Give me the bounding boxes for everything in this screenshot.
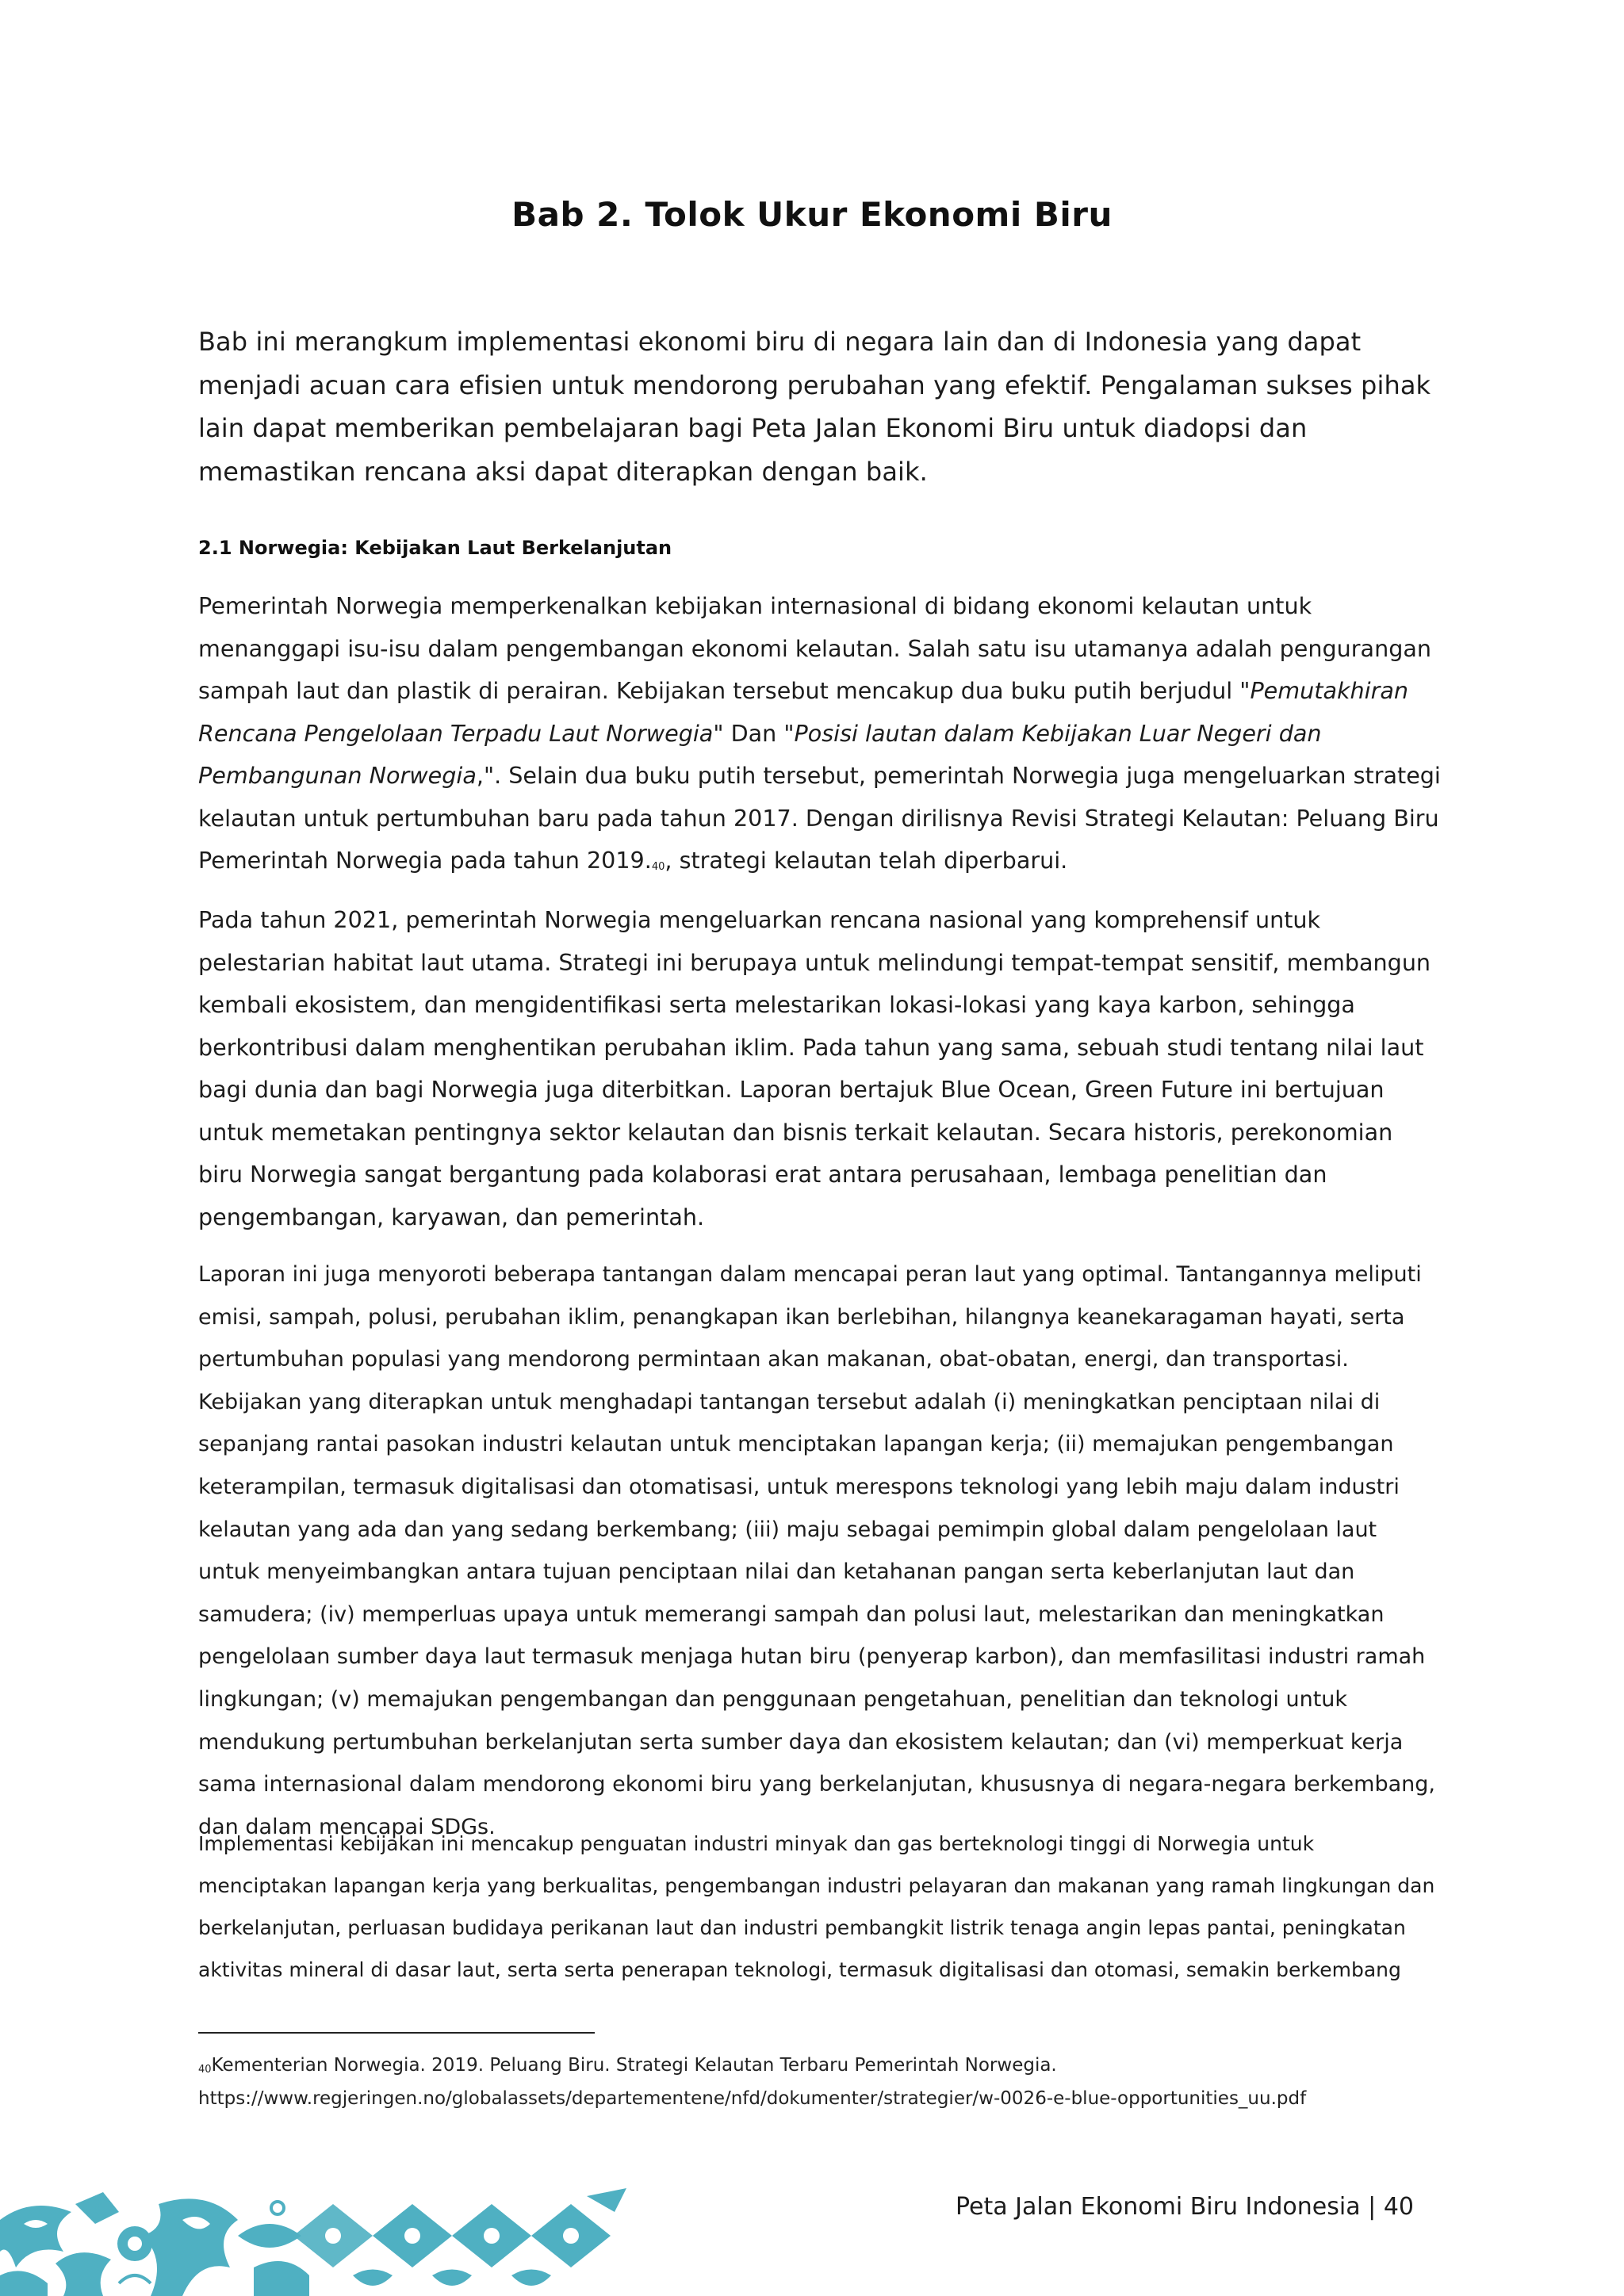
paragraph-1-text-a: Pemerintah Norwegia memperkenalkan kebijakan internasional di bidang ekonomi kelautan untuk menanggapi isu-isu dalam pengembangan ekonomi kelautan. Salah satu isu utamanya adalah pengurangan sampah laut dan plastik di perairan. Kebijakan tersebut mencakup dua buku putih berjudul " xyxy=(198,592,1431,704)
paragraph-1-italic-title-2: Posisi lautan dalam Kebijakan Luar Negeri dan Pembangunan Norwegia xyxy=(198,719,1322,789)
paragraph-1-text-c: ,". Selain dua buku putih tersebut, pemerintah Norwegia juga mengeluarkan strategi kelautan untuk pertumbuhan baru pada tahun 2017. Dengan dirilisnya Revisi Strategi Kelautan: Peluang Biru Pemerintah Norwegia pada tahun 2019. xyxy=(198,762,1441,874)
footnote-number: 40 xyxy=(198,2064,212,2076)
paragraph-1-text-d: , strategi kelautan telah diperbarui. xyxy=(665,847,1068,874)
intro-paragraph: Bab ini merangkum implementasi ekonomi biru di negara lain dan di Indonesia yang dapat menjadi acuan cara efisien untuk mendorong perubahan yang efektif. Pengalaman sukses pihak lain dapat memberikan pembelajaran bagi Peta Jalan Ekonomi Biru untuk diadopsi dan memastikan rencana aksi dapat diterapkan dengan baik. xyxy=(198,327,1431,487)
footer-doc-title: Peta Jalan Ekonomi Biru Indonesia xyxy=(955,2193,1361,2221)
paragraph-1 xyxy=(198,585,1443,887)
footnote-text[interactable]: Kementerian Norwegia. 2019. Peluang Biru. Strategi Kelautan Terbaru Pemerintah Norwegia. https://www.regjeringen.no/globalassets/departementene/nfd/dokumenter/strategier/w-0026-e-blue-opportunities_uu.pdf xyxy=(198,2055,1307,2109)
chapter-title: Bab 2. Tolok Ukur Ekonomi Biru xyxy=(511,195,1113,234)
footnote xyxy=(198,2050,1443,2114)
paragraph-1-italic-title-1: Pemutakhiran Rencana Pengelolaan Terpadu Laut Norwegia xyxy=(198,677,1409,747)
page-footer xyxy=(872,2191,1414,2223)
section-heading: 2.1 Norwegia: Kebijakan Laut Berkelanjutan xyxy=(198,537,672,559)
paragraph-1-text-b: " Dan " xyxy=(713,719,795,747)
footnote-reference[interactable]: 40 xyxy=(651,861,665,873)
page-number: 40 xyxy=(1383,2193,1414,2221)
paragraph-4: Implementasi kebijakan ini mencakup penguatan industri minyak dan gas berteknologi tinggi di Norwegia untuk menciptakan lapangan kerja yang berkualitas, pengembangan industri pelayaran dan makanan yang ramah lingkungan dan berkelanjutan, perluasan budidaya perikanan laut dan industri pembangkit listrik tenaga angin lepas pantai, peningkatan aktivitas mineral di dasar laut, serta serta penerapan teknologi, termasuk digitalisasi dan otomasi, semakin berkembang xyxy=(198,1832,1435,1981)
batik-ornament-icon xyxy=(0,2188,626,2296)
footer-separator: | xyxy=(1368,2193,1377,2221)
paragraph-2: Pada tahun 2021, pemerintah Norwegia mengeluarkan rencana nasional yang komprehensif untuk pelestarian habitat laut utama. Strategi ini berupaya untuk melindungi tempat-tempat sensitif, membangun kembali ekosistem, dan mengidentifikasi serta melestarikan lokasi-lokasi yang kaya karbon, sehingga berkontribusi dalam menghentikan perubahan iklim. Pada tahun yang sama, sebuah studi tentang nilai laut bagi dunia dan bagi Norwegia juga diterbitkan. Laporan bertajuk Blue Ocean, Green Future ini bertujuan untuk memetakan pentingnya sektor kelautan dan bisnis terkait kelautan. Secara historis, perekonomian biru Norwegia sangat bergantung pada kolaborasi erat antara perusahaan, lembaga penelitian dan pengembangan, karyawan, dan pemerintah. xyxy=(198,906,1431,1230)
footnote-divider xyxy=(198,2032,595,2034)
paragraph-3: Laporan ini juga menyoroti beberapa tantangan dalam mencapai peran laut yang optimal. Tantangannya meliputi emisi, sampah, polusi, perubahan iklim, penangkapan ikan berlebihan, hilangnya keanekaragaman hayati, serta pertumbuhan populasi yang mendorong permintaan akan makanan, obat-obatan, energi, dan transportasi. Kebijakan yang diterapkan untuk menghadapi tantangan tersebut adalah (i) meningkatkan penciptaan nilai di sepanjang rantai pasokan industri kelautan untuk menciptakan lapangan kerja; (ii) memajukan pengembangan keterampilan, termasuk digitalisasi dan otomatisasi, untuk merespons teknologi yang lebih maju dalam industri kelautan yang ada dan yang sedang berkembang; (iii) maju sebagai pemimpin global dalam pengelolaan laut untuk menyeimbangkan antara tujuan penciptaan nilai dan ketahanan pangan serta keberlanjutan laut dan samudera; (iv) memperluas upaya untuk memerangi sampah dan polusi laut, melestarikan dan meningkatkan pengelolaan sumber daya laut termasuk menjaga hutan biru (penyerap karbon), dan memfasilitasi industri ramah lingkungan; (v) memajukan pengembangan dan penggunaan pengetahuan, penelitian dan teknologi untuk mendukung pertumbuhan berkelanjutan serta sumber daya dan ekosistem kelautan; dan (vi) memperkuat kerja sama internasional dalam mendorong ekonomi biru yang berkelanjutan, khususnya di negara-negara berkembang, dan dalam mencapai SDGs. xyxy=(198,1262,1435,1839)
